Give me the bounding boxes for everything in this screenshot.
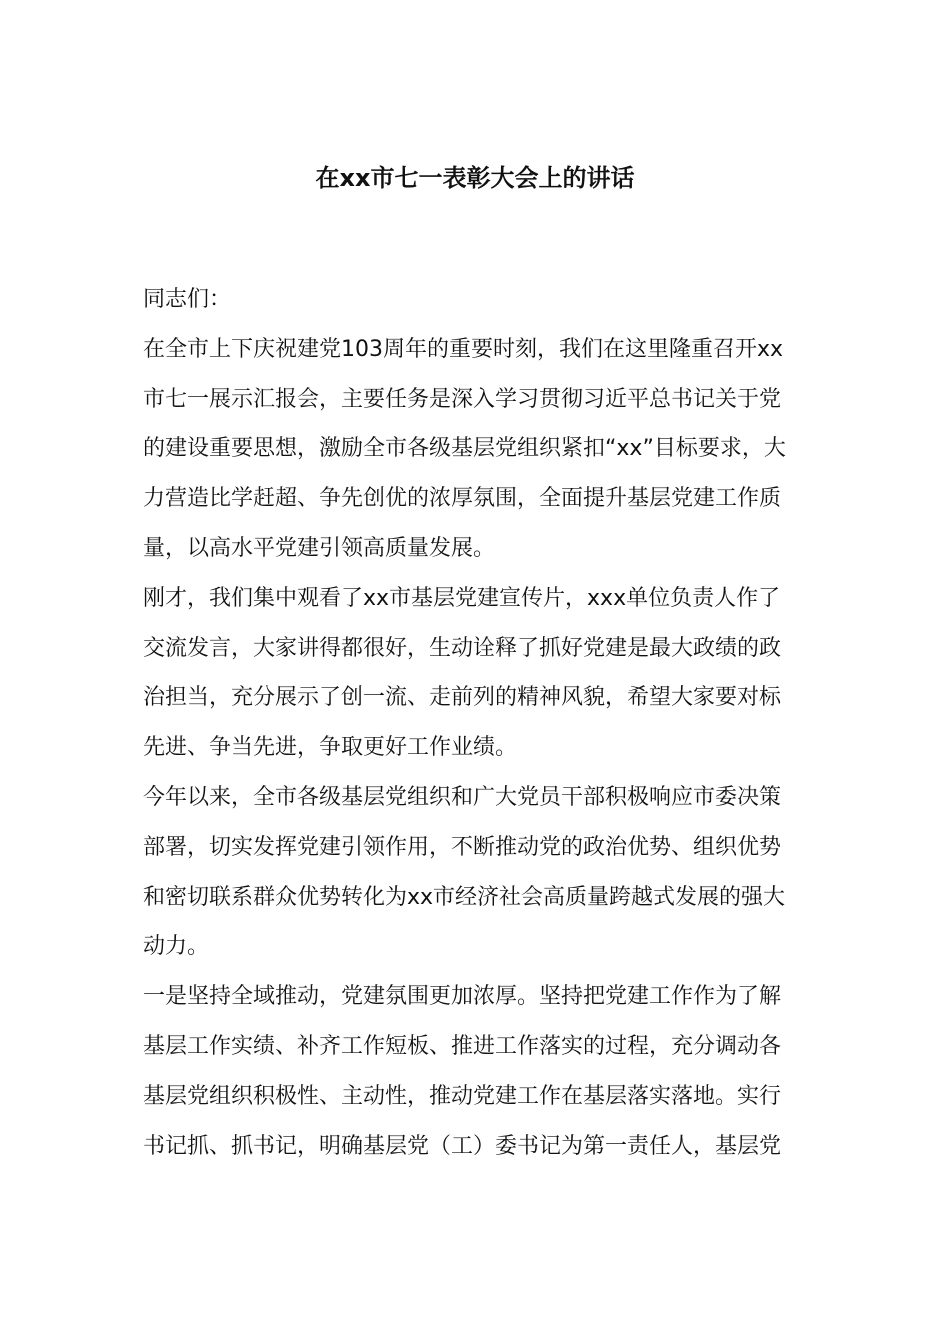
text-line: 的建设重要思想，激励全市各级基层党组织紧扣“xx”目标要求，大 bbox=[143, 436, 786, 462]
text-line: 交流发言，大家讲得都很好，生动诠释了抓好党建是最大政绩的政 bbox=[143, 635, 782, 661]
document-title: 在xx市七一表彰大会上的讲话 bbox=[315, 164, 635, 192]
text-line: 基层工作实绩、补齐工作短板、推进工作落实的过程，充分调动各 bbox=[143, 1033, 782, 1059]
text-line: 力营造比学赶超、争先创优的浓厚氛围，全面提升基层党建工作质 bbox=[143, 486, 782, 512]
text-line: 同志们： bbox=[143, 287, 232, 312]
text-line: 和密切联系群众优势转化为xx市经济社会高质量跨越式发展的强大 bbox=[143, 884, 786, 910]
text-line: 部署，切实发挥党建引领作用，不断推动党的政治优势、组织优势 bbox=[143, 834, 782, 860]
text-line: 治担当，充分展示了创一流、走前列的精神风貌，希望大家要对标 bbox=[143, 685, 782, 711]
text-line: 在全市上下庆祝建党103周年的重要时刻，我们在这里隆重召开xx bbox=[143, 336, 784, 362]
text-line: 今年以来，全市各级基层党组织和广大党员干部积极响应市委决策 bbox=[143, 784, 782, 810]
text-line: 先进、争当先进，争取更好工作业绩。 bbox=[143, 735, 518, 761]
text-line: 书记抓、抓书记，明确基层党（工）委书记为第一责任人，基层党 bbox=[143, 1133, 782, 1159]
document-body bbox=[143, 275, 808, 1171]
text-line: 量，以高水平党建引领高质量发展。 bbox=[143, 535, 496, 561]
text-line: 一是坚持全域推动，党建氛围更加浓厚。坚持把党建工作作为了解 bbox=[143, 984, 782, 1010]
text-line: 刚才，我们集中观看了xx市基层党建宣传片，xxx单位负责人作了 bbox=[143, 585, 781, 611]
text-line: 市七一展示汇报会，主要任务是深入学习贯彻习近平总书记关于党 bbox=[143, 386, 782, 412]
text-line: 基层党组织积极性、主动性，推动党建工作在基层落实落地。实行 bbox=[143, 1083, 782, 1109]
text-line: 动力。 bbox=[143, 934, 210, 960]
